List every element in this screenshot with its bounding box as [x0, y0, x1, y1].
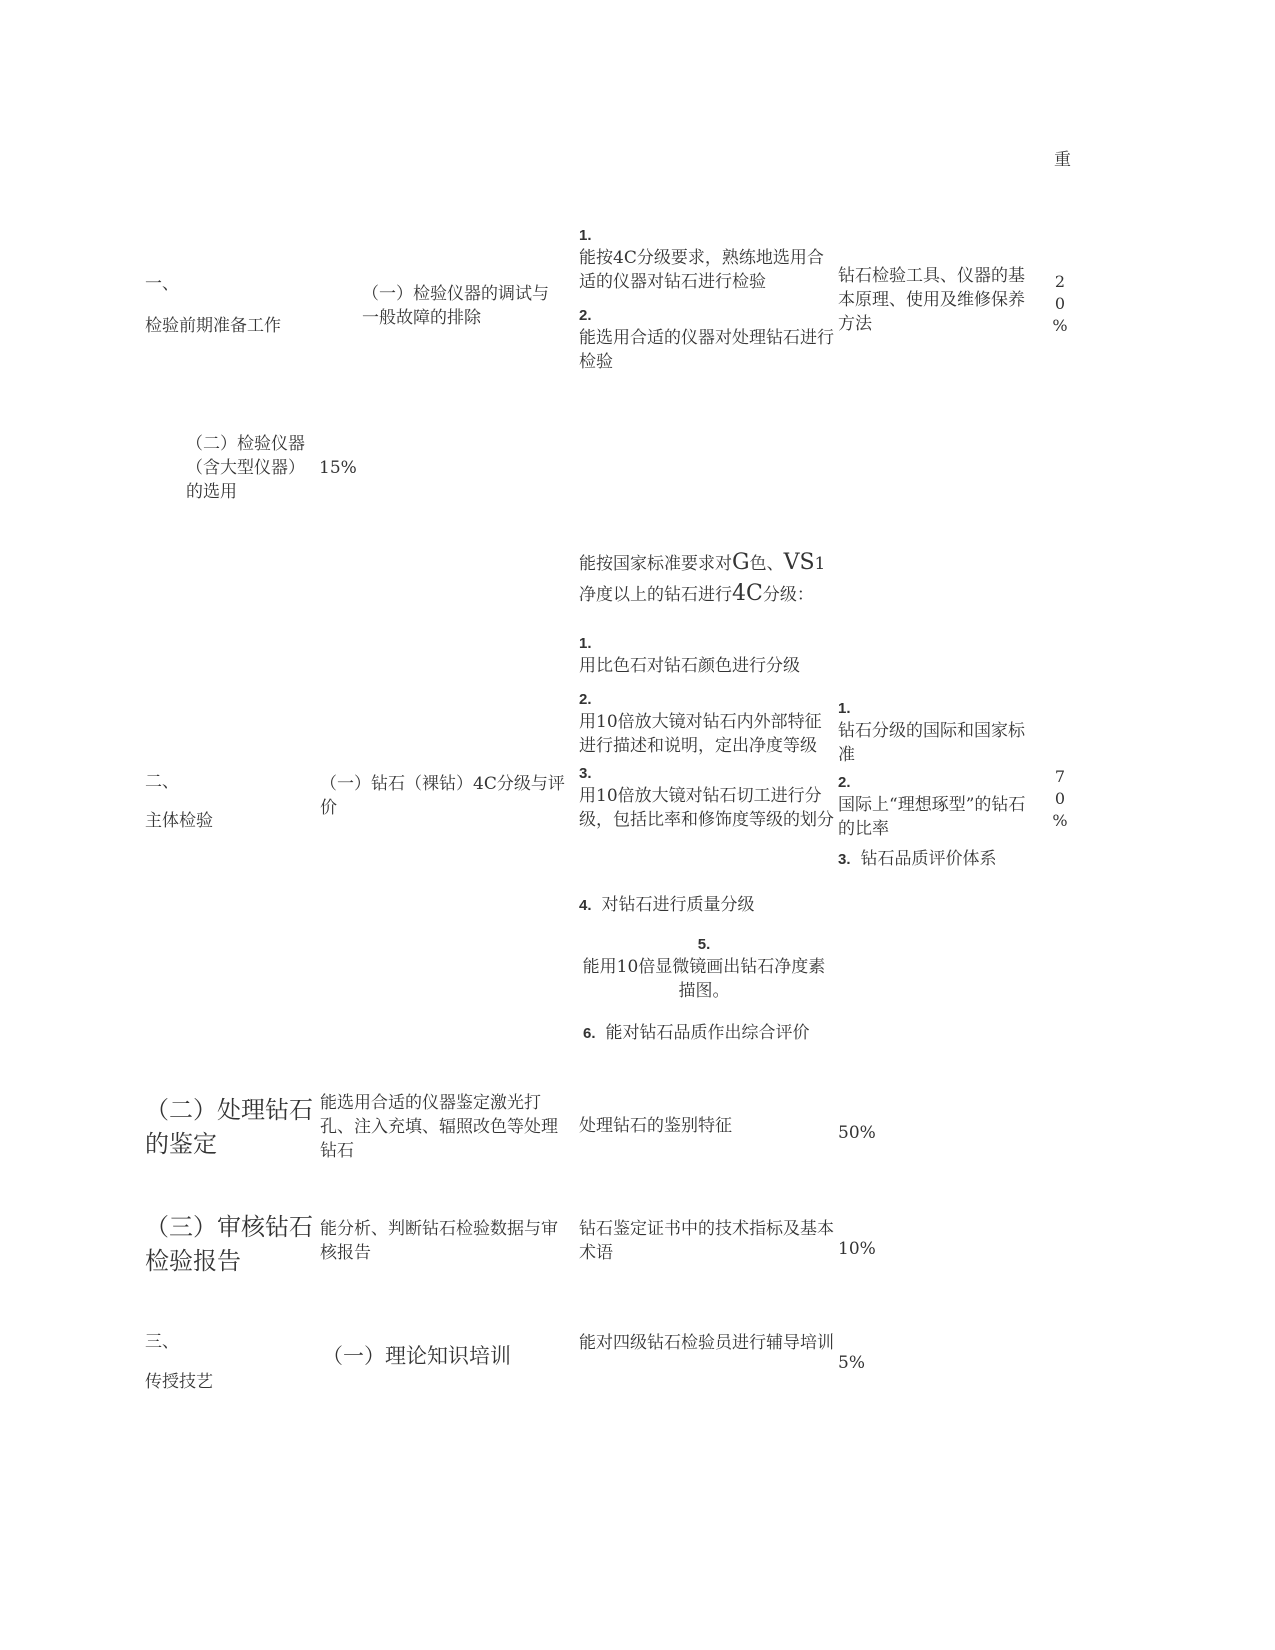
section2-knowledge1-text: 钻石分级的国际和国家标准 [838, 721, 1025, 765]
section2-skill2-text: 用10倍放大镜对钻石内外部特征进行描述和说明，定出净度等级 [579, 712, 822, 756]
section2-skill5-num: 5. [697, 936, 711, 953]
section2-sub3-weight: 10% [838, 1239, 876, 1259]
section2-sub1-weight: 7 0 % [1052, 767, 1068, 830]
section2-skill4-text: 对钻石进行质量分级 [601, 895, 755, 915]
section2-skill5-text: 能用10倍显微镜画出钻石净度素描图。 [582, 957, 826, 1001]
section2-sub3-name: （三）审核钻石检验报告 [145, 1213, 313, 1275]
section1-number: 一、 [145, 274, 179, 294]
section2-skill4-num: 4. [579, 897, 592, 914]
section3-sub1-weight: 5% [838, 1353, 865, 1373]
section2-skill3-text: 用10倍放大镜对钻石切工进行分级，包括比率和修饰度等级的划分 [579, 786, 834, 830]
section3-number: 三、 [145, 1332, 179, 1352]
section1-sub2-name: （二）检验仪器（含大型仪器）的选用 [186, 434, 305, 502]
section3-sub1-skill: 能对四级钻石检验员进行辅导培训 [579, 1333, 834, 1353]
section2-title: 主体检验 [145, 811, 213, 831]
section2-skill6-text: 能对钻石品质作出综合评价 [605, 1023, 810, 1043]
section2-skill5 [579, 935, 829, 1003]
section2-skill6-num: 6. [583, 1025, 596, 1042]
section2-sub3-knowledge: 钻石鉴定证书中的技术指标及基本术语 [579, 1219, 834, 1263]
section2-sub2-knowledge: 处理钻石的鉴别特征 [579, 1116, 732, 1136]
section1-skill2-num: 2. [579, 307, 592, 324]
section2-sub3-skill: 能分析、判断钻石检验数据与审核报告 [320, 1219, 558, 1263]
section2-skill6 [583, 1021, 838, 1046]
section2-sub1-skills-1-3 [579, 634, 834, 832]
section2-skill2-num: 2. [579, 691, 592, 708]
section2-sub1-knowledge [838, 699, 1038, 872]
section2-sub2-skill: 能选用合适的仪器鉴定激光打孔、注入充填、辐照改色等处理钻石 [320, 1093, 558, 1161]
section1-knowledge: 钻石检验工具、仪器的基本原理、使用及维修保养方法 [838, 266, 1025, 334]
section1-skill1-num: 1. [579, 227, 592, 244]
weight-header-label: 重 [1054, 150, 1071, 170]
section1-skill2-text: 能选用合适的仪器对处理钻石进行检验 [579, 328, 834, 372]
section1-sub2-weight: 15% [319, 458, 357, 478]
section2-knowledge2-text: 国际上“理想琢型”的钻石的比率 [838, 795, 1026, 839]
section2-knowledge3-text: 钻石品质评价体系 [860, 849, 997, 869]
section2-sub2-weight: 50% [838, 1123, 876, 1143]
section2-knowledge2-num: 2. [838, 774, 851, 791]
section2-number: 二、 [145, 772, 179, 792]
section1-title: 检验前期准备工作 [145, 316, 281, 336]
section2-sub1-name: （一）钻石（裸钻）4C分级与评价 [320, 774, 565, 818]
section1-skill1-text: 能按4C分级要求，熟练地选用合适的仪器对钻石进行检验 [579, 248, 824, 292]
section2-knowledge1-num: 1. [838, 700, 851, 717]
section2-sub2-name: （二）处理钻石的鉴定 [145, 1096, 313, 1158]
section2-skill1-num: 1. [579, 635, 592, 652]
section1-weight: 2 0 % [1052, 272, 1068, 335]
section3-sub1-name: （一）理论知识培训 [322, 1344, 511, 1368]
section2-skill3-num: 3. [579, 765, 592, 782]
section2-skill1-text: 用比色石对钻石颜色进行分级 [579, 656, 800, 676]
section1-skills [579, 226, 834, 374]
section2-skill4 [579, 893, 834, 918]
section1-sub1-name: （一）检验仪器的调试与一般故障的排除 [362, 284, 549, 328]
section3-title: 传授技艺 [145, 1372, 213, 1392]
section2-sub1-intro: 能按国家标准要求对G色、VS1 净度以上的钻石进行4C分级： [579, 550, 826, 606]
section2-knowledge3-num: 3. [838, 851, 851, 868]
